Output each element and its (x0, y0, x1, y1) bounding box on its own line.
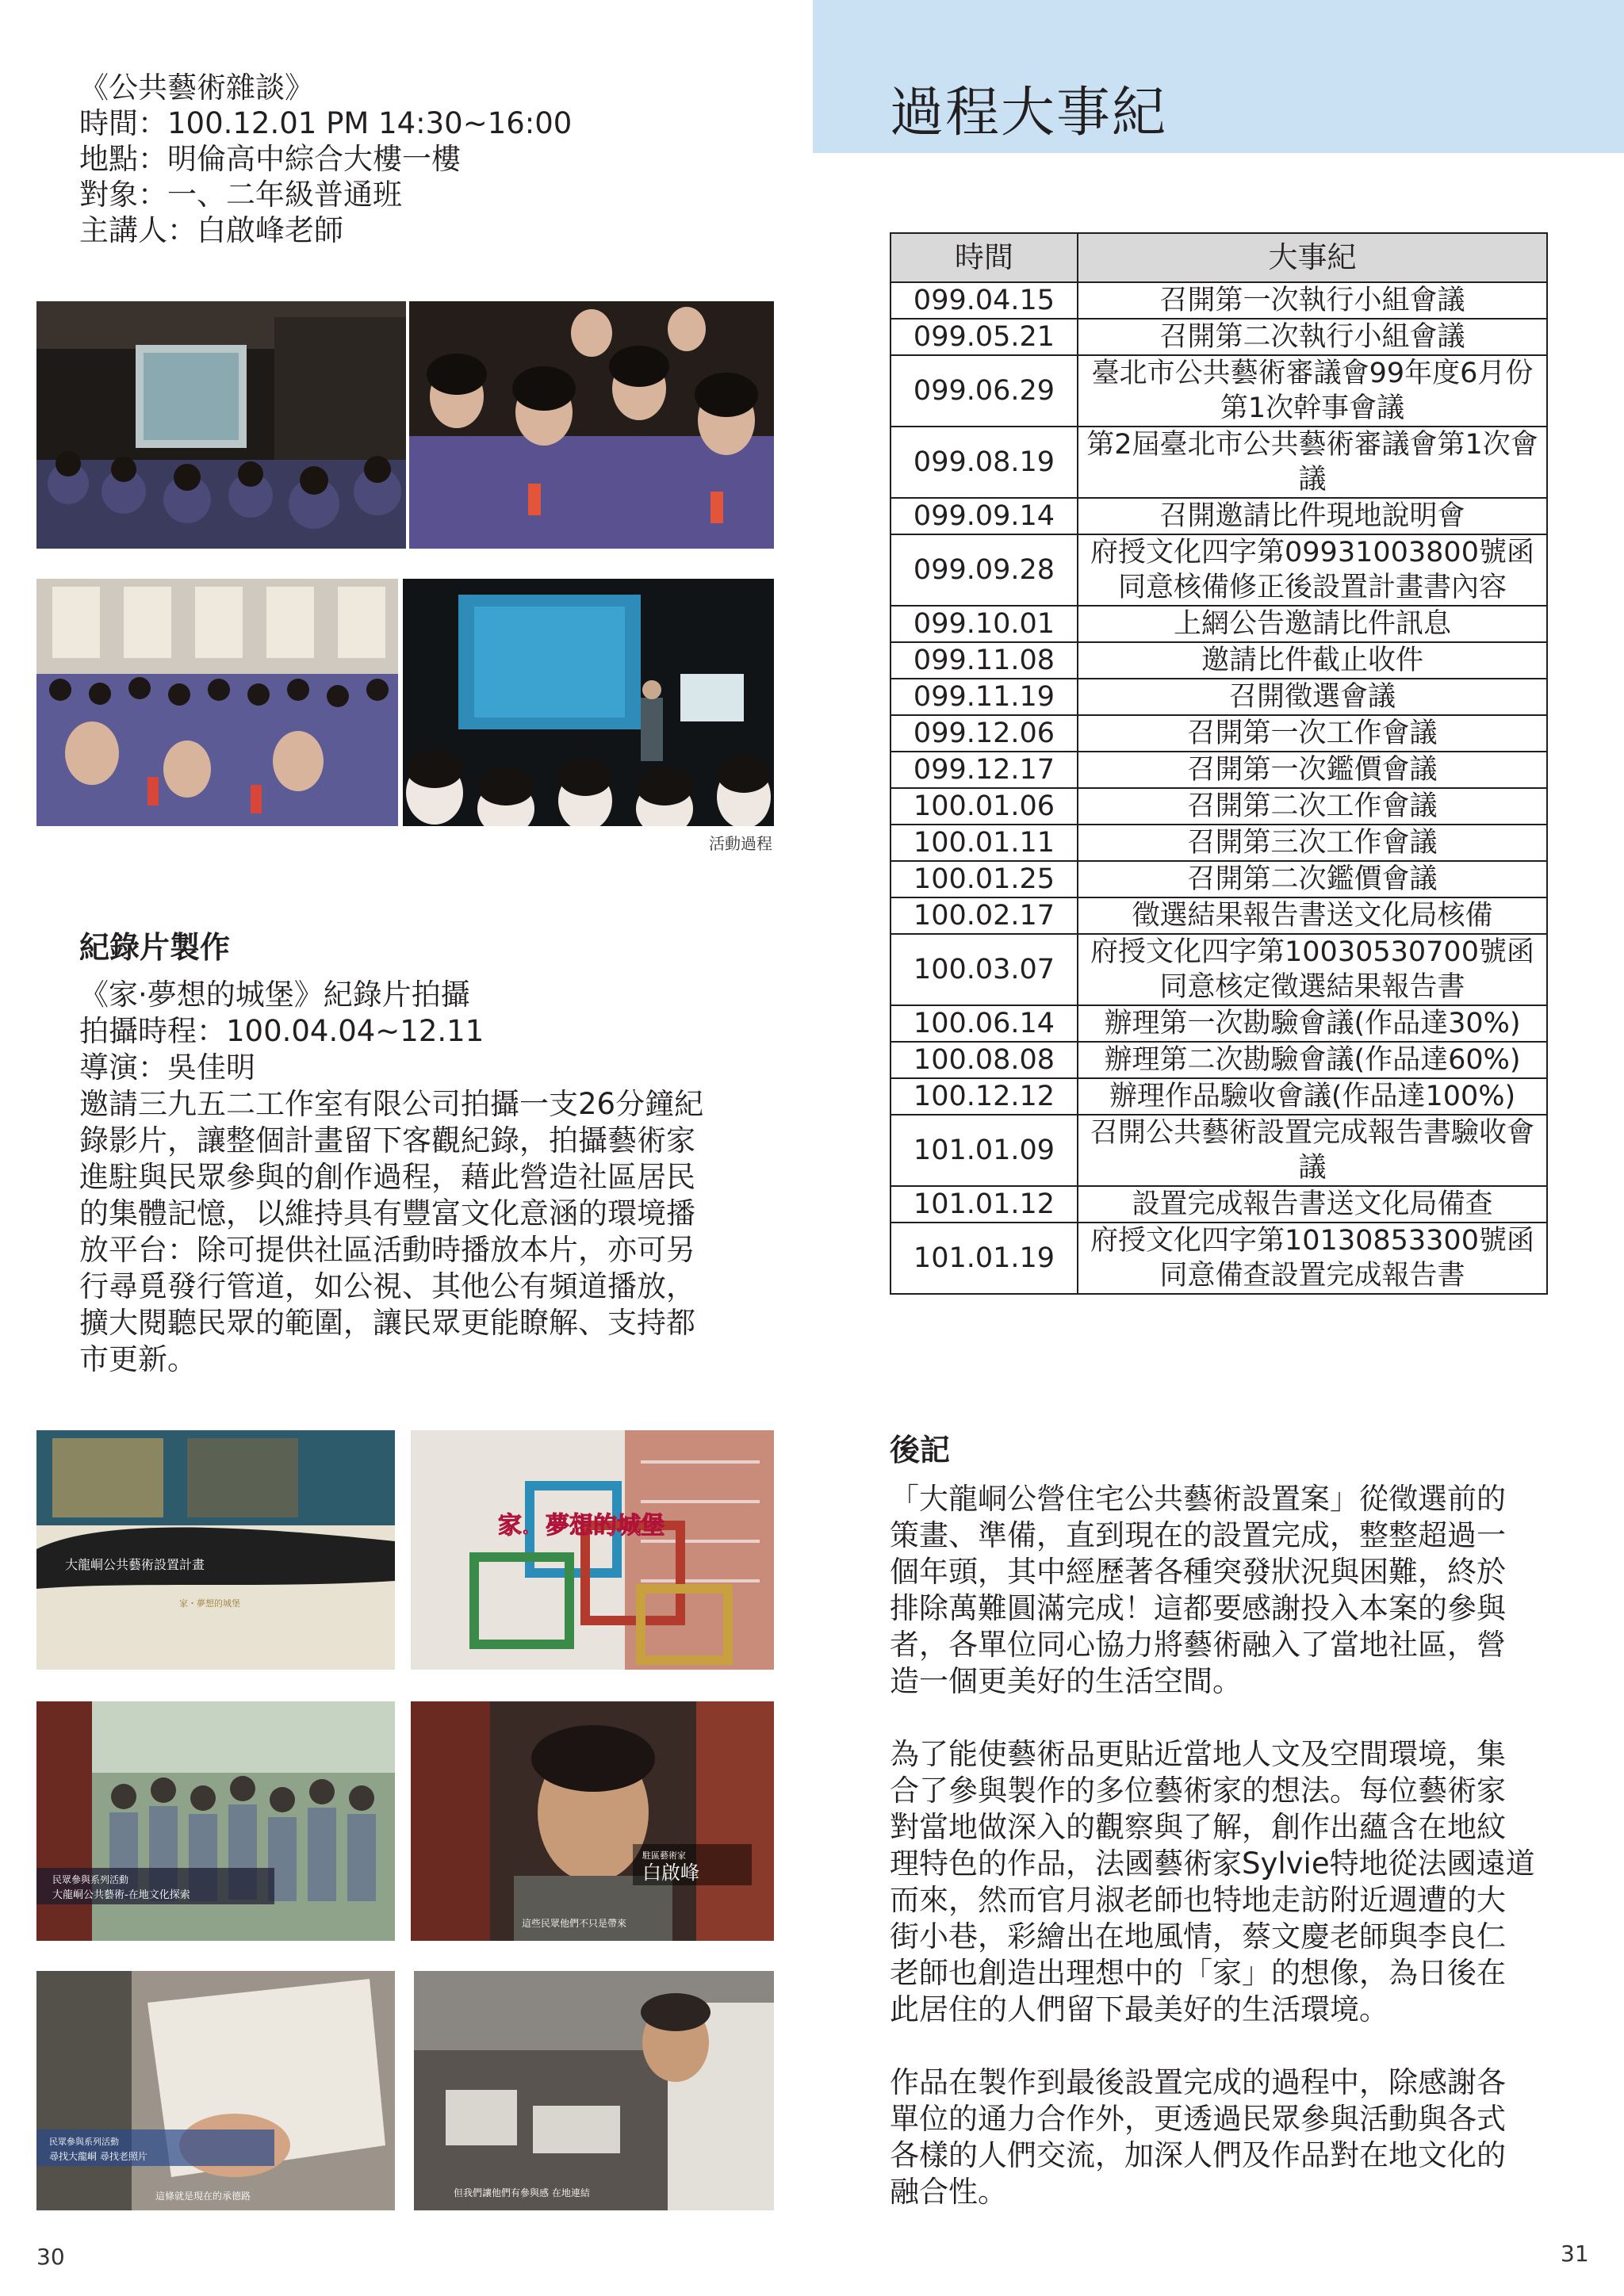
table-row (891, 752, 1547, 788)
photo-speaker-screen (403, 579, 774, 826)
table-row (891, 498, 1547, 534)
timeline-event: 第2屆臺北市公共藝術審議會第1次會議 (1078, 427, 1547, 498)
photo-classroom-projector (36, 301, 406, 549)
page-title: 過程大事紀 (890, 82, 1168, 144)
timeline-date: 101.01.12 (891, 1186, 1078, 1223)
screenshot-interview-subtitle: 這些民眾他們不只是帶來 (522, 1918, 627, 1929)
timeline-date: 100.01.25 (891, 861, 1078, 897)
timeline-date: 099.09.28 (891, 534, 1078, 606)
timeline-date: 100.01.06 (891, 788, 1078, 825)
table-row (891, 1042, 1547, 1078)
documentary-line: 導演：吳佳明 (79, 1050, 255, 1085)
screenshot-oldphotos-subtitle: 這條就是現在的承德路 (155, 2191, 251, 2202)
timeline-date: 099.12.06 (891, 715, 1078, 752)
timeline-date: 100.01.11 (891, 825, 1078, 861)
afterword-line: 對當地做深入的觀察與了解，創作出蘊含在地紋 (890, 1810, 1506, 1844)
afterword-line: 街小巷，彩繪出在地風情，蔡文慶老師與李良仁 (890, 1919, 1506, 1954)
documentary-line: 《家·夢想的城堡》紀錄片拍攝 (79, 978, 470, 1012)
afterword-body (890, 1481, 1548, 2210)
timeline-date: 101.01.19 (891, 1223, 1078, 1294)
timeline-event: 府授文化四字第10030530700號函同意核定徵選結果報告書 (1078, 934, 1547, 1005)
timeline-date: 099.12.17 (891, 752, 1078, 788)
table-row (891, 1186, 1547, 1223)
screenshot-oldphotos-line2: 尋找大龍峒 尋找老照片 (49, 2151, 147, 2162)
timeline-header-row (891, 233, 1547, 282)
timeline-event: 辦理第一次勘驗會議(作品達30%) (1078, 1005, 1547, 1042)
afterword-line: 合了參與製作的多位藝術家的想法。每位藝術家 (890, 1774, 1506, 1808)
screenshot-field-visit (36, 1701, 395, 1941)
timeline-event: 召開第二次鑑價會議 (1078, 861, 1547, 897)
timeline-date: 099.10.01 (891, 606, 1078, 642)
timeline-event: 召開第二次執行小組會議 (1078, 319, 1547, 355)
timeline-event: 辦理作品驗收會議(作品達100%) (1078, 1078, 1547, 1115)
afterword-line: 「大龍峒公營住宅公共藝術設置案」從徵選前的 (890, 1482, 1506, 1516)
table-row (891, 861, 1547, 897)
page-number-right: 31 (1561, 2241, 1589, 2267)
timeline-event: 召開第一次鑑價會議 (1078, 752, 1547, 788)
table-row (891, 1005, 1547, 1042)
talk-time: 時間：100.12.01 PM 14:30~16:00 (79, 106, 573, 140)
table-row (891, 319, 1547, 355)
afterword-line: 個年頭，其中經歷著各種突發狀況與困難，終於 (890, 1555, 1506, 1589)
screenshot-sculpture (411, 1430, 774, 1670)
table-row (891, 427, 1547, 498)
paragraph-gap (890, 1700, 1548, 1736)
page-number-left: 30 (36, 2244, 65, 2270)
talk-speaker: 主講人：白啟峰老師 (79, 213, 343, 247)
table-row (891, 825, 1547, 861)
screenshot-title-card (36, 1430, 395, 1670)
timeline-date: 100.03.07 (891, 934, 1078, 1005)
table-row (891, 355, 1547, 427)
screenshot-interview (411, 1701, 774, 1941)
talk-info (79, 70, 572, 248)
timeline-event: 府授文化四字第09931003800號函同意核備修正後設置計畫書內容 (1078, 534, 1547, 606)
afterword-heading: 後記 (890, 1433, 951, 1468)
timeline-date: 100.06.14 (891, 1005, 1078, 1042)
screenshot-subtitle-text: 家・夢想的城堡 (179, 1598, 240, 1609)
timeline-date: 099.05.21 (891, 319, 1078, 355)
timeline-date: 099.06.29 (891, 355, 1078, 427)
documentary-line: 行尋覓發行管道，如公視、其他公有頻道播放， (79, 1269, 695, 1303)
timeline-event: 設置完成報告書送文化局備查 (1078, 1186, 1547, 1223)
screenshot-field-line2: 大龍峒公共藝術-在地文化探索 (52, 1889, 190, 1901)
table-row (891, 679, 1547, 715)
talk-place: 地點：明倫高中綜合大樓一樓 (79, 142, 461, 176)
timeline-date: 099.04.15 (891, 282, 1078, 319)
timeline-event: 召開第一次執行小組會議 (1078, 282, 1547, 319)
timeline-event: 臺北市公共藝術審議會99年度6月份第1次幹事會議 (1078, 355, 1547, 427)
documentary-line: 邀請三九五二工作室有限公司拍攝一支26分鐘紀 (79, 1087, 704, 1121)
timeline-event: 邀請比件截止收件 (1078, 642, 1547, 679)
timeline-event: 上網公告邀請比件訊息 (1078, 606, 1547, 642)
talk-audience: 對象：一、二年級普通班 (79, 178, 402, 212)
photo-caption: 活動過程 (709, 834, 772, 853)
timeline-event: 召開第一次工作會議 (1078, 715, 1547, 752)
timeline-event: 召開第二次工作會議 (1078, 788, 1547, 825)
table-row (891, 642, 1547, 679)
timeline-date: 100.08.08 (891, 1042, 1078, 1078)
timeline-event: 徵選結果報告書送文化局核備 (1078, 897, 1547, 934)
timeline-event: 府授文化四字第10130853300號函同意備查設置完成報告書 (1078, 1223, 1547, 1294)
timeline-date: 100.12.12 (891, 1078, 1078, 1115)
screenshot-workshop (414, 1971, 774, 2210)
afterword-line: 各樣的人們交流，加深人們及作品對在地文化的 (890, 2138, 1506, 2172)
table-row (891, 282, 1547, 319)
timeline-date: 099.11.19 (891, 679, 1078, 715)
screenshot-old-photos (36, 1971, 395, 2210)
timeline-date: 100.02.17 (891, 897, 1078, 934)
screenshot-title-text: 大龍峒公共藝術設置計畫 (65, 1557, 205, 1572)
paragraph-gap (890, 2028, 1548, 2064)
timeline-date: 099.11.08 (891, 642, 1078, 679)
table-row (891, 1223, 1547, 1294)
table-row (891, 534, 1547, 606)
documentary-line: 錄影片，讓整個計畫留下客觀紀錄，拍攝藝術家 (79, 1123, 695, 1158)
documentary-line: 市更新。 (79, 1342, 197, 1376)
afterword-line: 造一個更美好的生活空間。 (890, 1664, 1242, 1698)
timeline-event: 召開第三次工作會議 (1078, 825, 1547, 861)
screenshot-sculpture-title: 家．夢想的城堡 (498, 1512, 665, 1540)
table-row (891, 897, 1547, 934)
afterword-line: 此居住的人們留下最美好的生活環境。 (890, 1992, 1388, 2026)
screenshot-interview-name: 白啟峰 (642, 1862, 699, 1884)
photo-students-audience (409, 301, 774, 549)
documentary-line: 放平台：除可提供社區活動時播放本片，亦可另 (79, 1233, 695, 1267)
afterword-line: 理特色的作品，法國藝術家Sylvie特地從法國遠道 (890, 1846, 1535, 1881)
table-row (891, 788, 1547, 825)
talk-title: 《公共藝術雜談》 (79, 71, 314, 105)
afterword-line: 策畫、準備，直到現在的設置完成，整整超過一 (890, 1518, 1506, 1552)
photo-students-rows (36, 579, 398, 826)
documentary-body (79, 977, 737, 1378)
afterword-line: 為了能使藝術品更貼近當地人文及空間環境，集 (890, 1737, 1506, 1771)
timeline-date: 099.08.19 (891, 427, 1078, 498)
afterword-line: 排除萬難圓滿完成！這都要感謝投入本案的參與 (890, 1591, 1506, 1625)
timeline-col-event: 大事紀 (1078, 233, 1547, 282)
documentary-line: 進駐與民眾參與的創作過程，藉此營造社區居民 (79, 1160, 695, 1194)
timeline-date: 101.01.09 (891, 1115, 1078, 1186)
afterword-line: 者，各單位同心協力將藝術融入了當地社區，營 (890, 1628, 1506, 1662)
timeline-event: 召開徵選會議 (1078, 679, 1547, 715)
screenshot-field-line1: 民眾參與系列活動 (52, 1874, 129, 1885)
afterword-line: 而來，然而官月淑老師也特地走訪附近週遭的大 (890, 1883, 1506, 1917)
table-row (891, 934, 1547, 1005)
screenshot-oldphotos-line1: 民眾參與系列活動 (49, 2137, 119, 2147)
documentary-line: 擴大閱聽民眾的範圍，讓民眾更能瞭解、支持都 (79, 1306, 695, 1340)
table-row (891, 1115, 1547, 1186)
timeline-event: 辦理第二次勘驗會議(作品達60%) (1078, 1042, 1547, 1078)
documentary-heading: 紀錄片製作 (79, 930, 231, 965)
afterword-line: 作品在製作到最後設置完成的過程中，除感謝各 (890, 2065, 1506, 2099)
timeline-col-time: 時間 (891, 233, 1078, 282)
afterword-line: 單位的通力合作外，更透過民眾參與活動與各式 (890, 2102, 1506, 2136)
timeline-date: 099.09.14 (891, 498, 1078, 534)
documentary-line: 拍攝時程：100.04.04~12.11 (79, 1014, 485, 1048)
screenshot-interview-label: 駐區藝術家 (642, 1850, 686, 1861)
table-row (891, 606, 1547, 642)
timeline-event: 召開公共藝術設置完成報告書驗收會議 (1078, 1115, 1547, 1186)
afterword-line: 老師也創造出理想中的「家」的想像，為日後在 (890, 1956, 1506, 1990)
documentary-line: 的集體記憶，以維持具有豐富文化意涵的環境播 (79, 1196, 695, 1230)
timeline-table (890, 232, 1548, 1295)
table-row (891, 715, 1547, 752)
afterword-line: 融合性。 (890, 2175, 1007, 2209)
table-row (891, 1078, 1547, 1115)
screenshot-workshop-subtitle: 但我們讓他們有參與感 在地連結 (454, 2187, 590, 2198)
timeline-event: 召開邀請比件現地說明會 (1078, 498, 1547, 534)
